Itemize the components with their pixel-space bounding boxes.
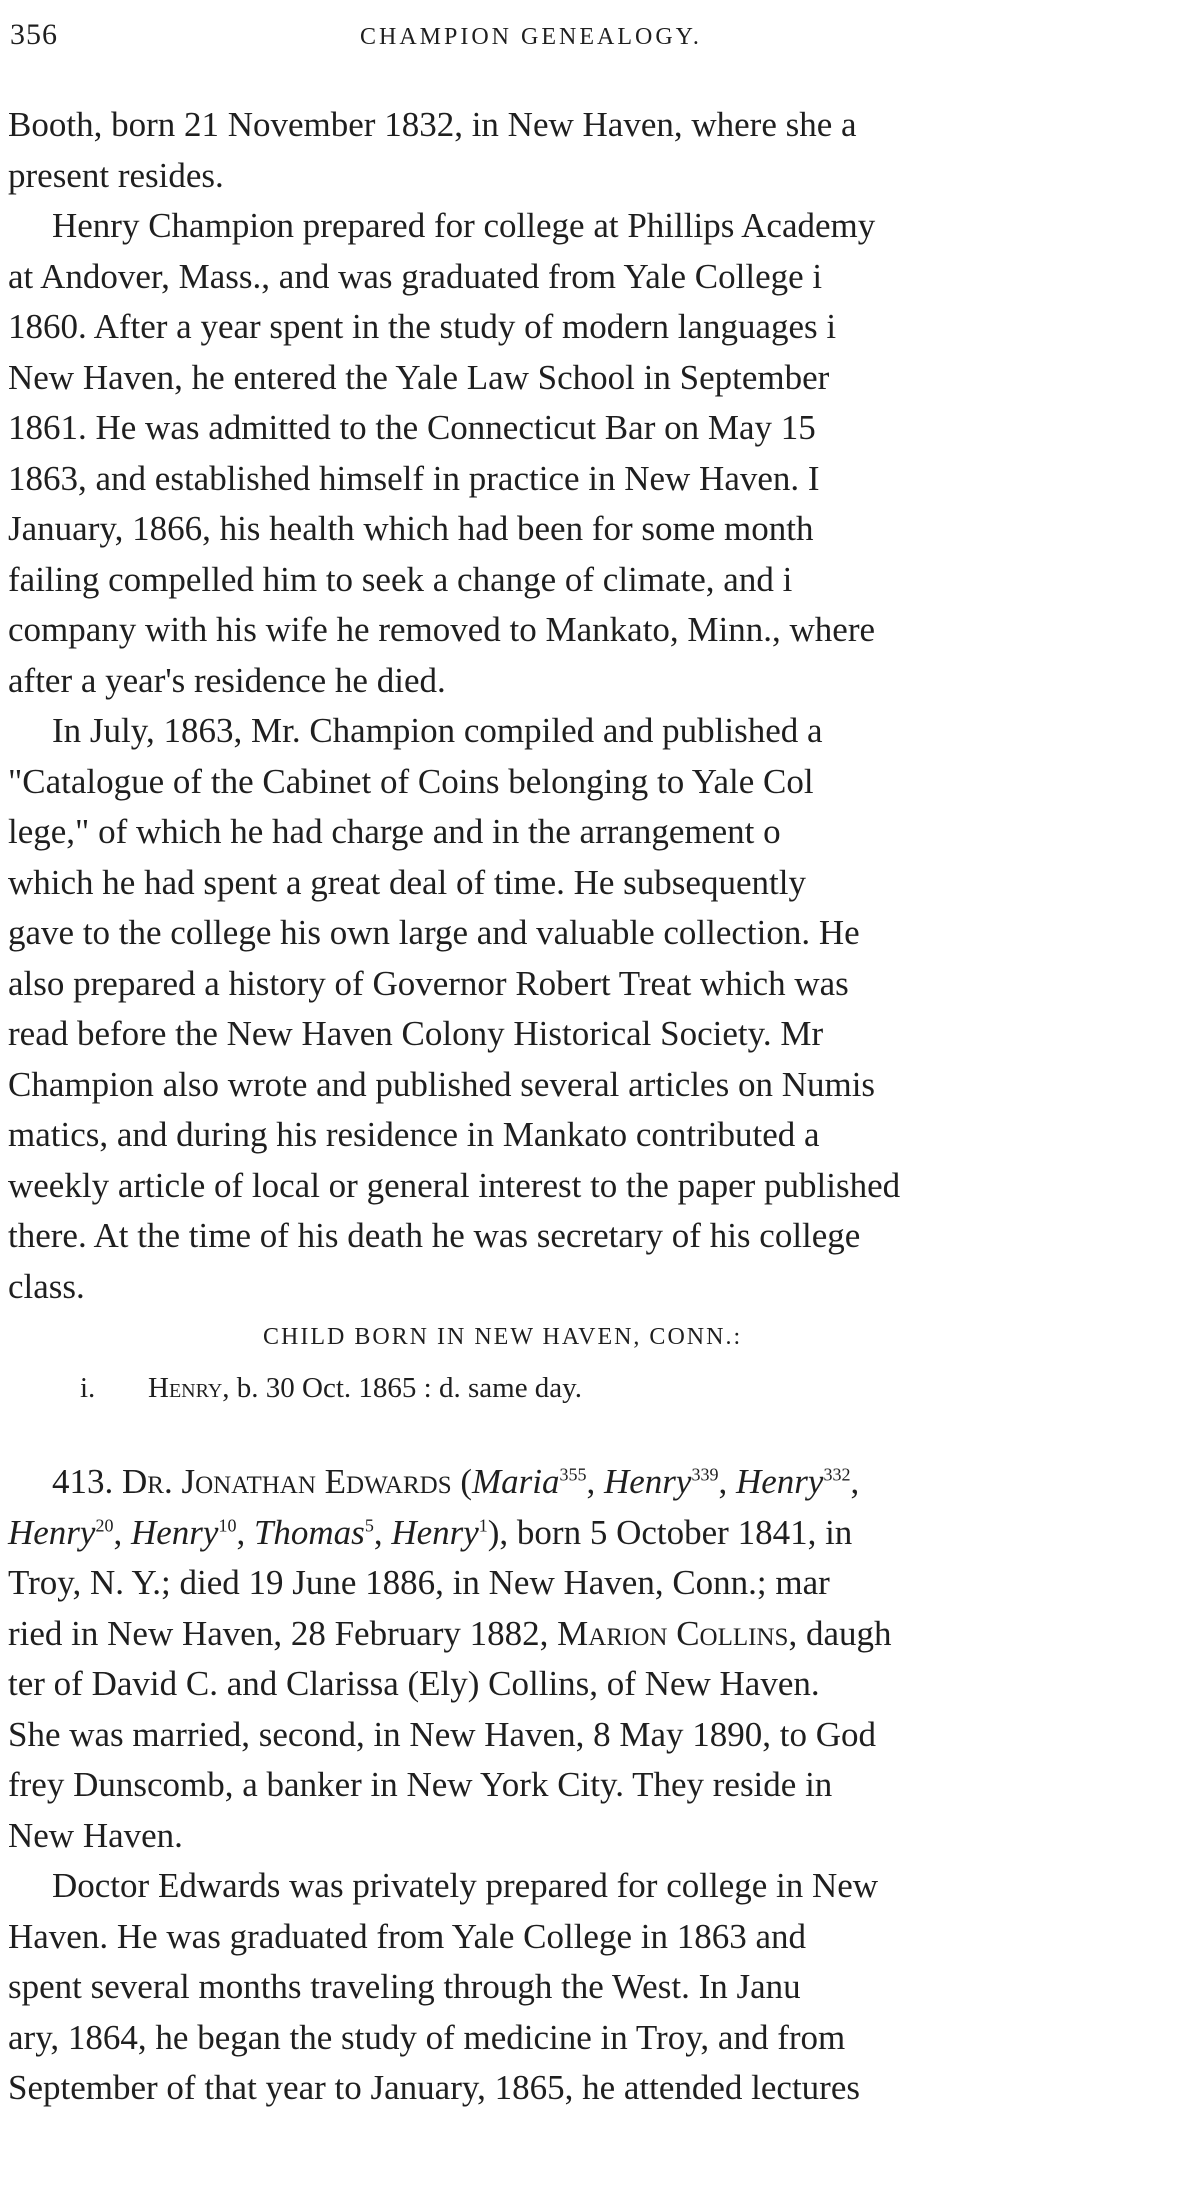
text-line: weekly article of local or general interest to the paper published xyxy=(8,1165,901,1205)
text-line: after a year's residence he died. xyxy=(8,660,446,700)
text-line: Troy, N. Y.; died 19 June 1886, in New Haven, Conn.; mar xyxy=(8,1563,830,1602)
ancestor-name: Henry xyxy=(735,1462,824,1501)
page-header xyxy=(0,18,1200,58)
ancestor-name: Henry xyxy=(604,1462,692,1501)
text-line: failing compelled him to seek a change of climate, and i xyxy=(8,559,793,599)
text-line: lege," of which he had charge and in the arrangement o xyxy=(8,812,781,851)
text-line: September of that year to January, 1865, he attended lectures xyxy=(8,2068,860,2107)
child-section-heading: CHILD BORN IN NEW HAVEN, CONN.: xyxy=(263,1324,743,1350)
text-line: Champion also wrote and published several articles on Numis xyxy=(8,1064,876,1104)
text-line: gave to the college his own large and valuable collection. He xyxy=(8,913,860,952)
text-line: Henry Champion prepared for college at Phillips Academy xyxy=(52,206,876,245)
entry-heading-line: 413. Dr. Jonathan Edwards (Maria$^{355}$, Henry$^{339}$, Henry$^{332}$, xyxy=(52,1462,860,1501)
text-line: read before the New Haven Colony Historical Society. Mr xyxy=(8,1014,824,1053)
entry-number: 413. xyxy=(52,1462,122,1501)
text-line: at Andover, Mass., and was graduated from Yale College i xyxy=(8,256,823,296)
ancestor-number: 332 xyxy=(823,1464,851,1485)
text-line: company with his wife he removed to Mankato, Minn., where xyxy=(8,610,876,649)
text-line: New Haven. xyxy=(8,1815,183,1855)
ancestor-number: 5 xyxy=(364,1514,374,1535)
text-line: present resides. xyxy=(8,155,224,195)
text-line: there. At the time of his death he was secretary of his college xyxy=(8,1216,861,1255)
child-details: , b. 30 Oct. 1865 : d. same day. xyxy=(222,1371,583,1404)
child-numeral: i. xyxy=(80,1371,96,1404)
text-line: New Haven, he entered the Yale Law School in September xyxy=(8,357,830,397)
child-name: Henry xyxy=(148,1371,223,1404)
text-line: matics, and during his residence in Mankato contributed a xyxy=(8,1115,820,1154)
ancestor-number: 1 xyxy=(478,1514,488,1535)
text-line: class. xyxy=(8,1266,85,1306)
ancestor-name: Thomas xyxy=(253,1512,365,1552)
birth-details: ), born 5 October 1841, in xyxy=(487,1512,853,1552)
ancestor-number: 10 xyxy=(218,1514,237,1535)
text-line xyxy=(8,1609,1200,1660)
ancestor-name: Maria xyxy=(472,1462,560,1501)
text-line: also prepared a history of Governor Robert Treat which was xyxy=(8,963,849,1003)
ancestor-name: Henry xyxy=(391,1512,479,1552)
ancestor-name: Henry xyxy=(8,1512,96,1552)
page-body xyxy=(8,100,1200,2114)
text-line: "Catalogue of the Cabinet of Coins belonging to Yale Col xyxy=(8,761,814,801)
text-line: January, 1866, his health which had been for some month xyxy=(8,509,814,548)
text-line: Haven. He was graduated from Yale College in 1863 and xyxy=(8,1916,806,1956)
paren-open: ( xyxy=(451,1462,472,1501)
text-line: 1861. He was admitted to the Connecticut Bar on May 15 xyxy=(8,408,816,447)
section-spacer xyxy=(8,1413,1200,1457)
text-line: ter of David C. and Clarissa (Ely) Collins, of New Haven. xyxy=(8,1664,820,1703)
text-line: Booth, born 21 November 1832, in New Haven, where she a xyxy=(8,105,857,144)
text-fragment: ried in New Haven, 28 February 1882, xyxy=(8,1613,558,1653)
text-line: frey Dunscomb, a banker in New York City. They reside in xyxy=(8,1765,833,1804)
text-line: spent several months traveling through the West. In Janu xyxy=(8,1967,801,2006)
ancestor-number: 20 xyxy=(95,1514,114,1535)
running-head: CHAMPION GENEALOGY. xyxy=(360,24,702,50)
child-entry xyxy=(8,1363,1200,1414)
text-line: ary, 1864, he began the study of medicine in Troy, and from xyxy=(8,2017,846,2057)
page-number: 356 xyxy=(10,18,58,51)
text-line: which he had spent a great deal of time. He subsequently xyxy=(8,862,806,902)
text-line: 1863, and established himself in practice in New Haven. I xyxy=(8,458,820,498)
text-line: Henry$^{20}$, Henry$^{10}$, Thomas$^5$, Henry$^1$), born 5 October 1841, in xyxy=(8,1512,853,1552)
entry-name: Dr. Jonathan Edwards xyxy=(122,1462,452,1501)
text-line: Doctor Edwards was privately prepared for college in New xyxy=(52,1866,879,1905)
text-line: She was married, second, in New Haven, 8 May 1890, to God xyxy=(8,1714,877,1754)
text-line: 1860. After a year spent in the study of modern languages i xyxy=(8,307,837,346)
ancestor-number: 339 xyxy=(691,1464,719,1485)
text-fragment: , daugh xyxy=(788,1613,892,1653)
ancestor-number: 355 xyxy=(559,1464,587,1485)
ancestor-name: Henry xyxy=(130,1512,219,1552)
text-line: In July, 1863, Mr. Champion compiled and published a xyxy=(52,711,823,750)
spouse-name: Marion Collins xyxy=(557,1613,789,1653)
